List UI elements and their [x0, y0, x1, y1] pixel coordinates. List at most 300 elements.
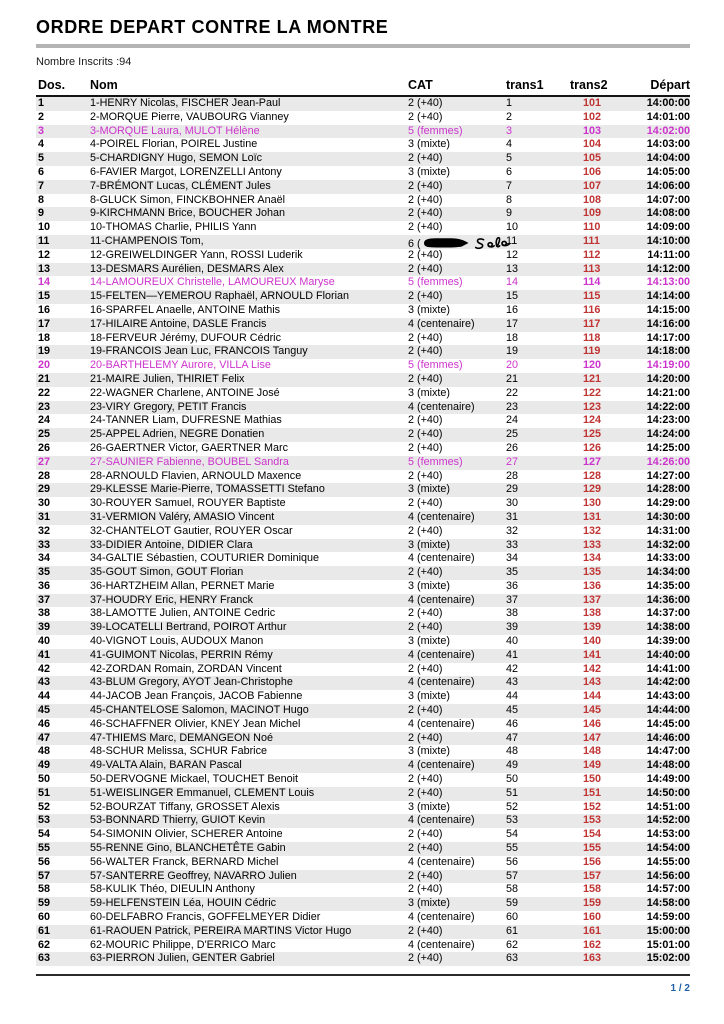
dos-cell: 44 [38, 690, 51, 703]
category-cell: 2 (+40) [408, 883, 443, 896]
name-cell: 39-LOCATELLI Bertrand, POIROT Arthur [90, 621, 287, 634]
category-cell: 5 (femmes) [408, 276, 463, 289]
category-cell: 2 (+40) [408, 924, 443, 937]
table-row [36, 152, 690, 166]
trans2-cell: 106 [583, 165, 602, 178]
trans1-cell: 37 [506, 593, 519, 606]
depart-cell: 14:15:00 [646, 303, 690, 316]
category-cell: 2 (+40) [408, 110, 443, 123]
dos-cell: 58 [38, 883, 51, 896]
category-cell: 2 (+40) [408, 179, 443, 192]
name-cell: 14-LAMOUREUX Christelle, LAMOUREUX Maryse [90, 276, 335, 289]
trans1-cell: 51 [506, 786, 519, 799]
trans2-cell: 157 [583, 869, 602, 882]
trans2-cell: 150 [583, 773, 602, 786]
trans1-cell: 5 [506, 152, 513, 165]
depart-cell: 14:32:00 [646, 538, 690, 551]
depart-cell: 14:52:00 [646, 814, 690, 827]
category-cell: 4 (centenaire) [408, 648, 475, 661]
dos-cell: 49 [38, 759, 51, 772]
trans1-cell: 41 [506, 648, 519, 661]
page-number: 1 / 2 [670, 983, 690, 995]
category-cell: 3 (mixte) [408, 483, 450, 496]
name-cell: 45-CHANTELOSE Salomon, MACINOT Hugo [90, 704, 309, 717]
category-cell: 2 (+40) [408, 566, 443, 579]
dos-cell: 17 [38, 317, 51, 330]
name-cell: 46-SCHAFFNER Olivier, KNEY Jean Michel [90, 717, 301, 730]
category-cell: 2 (+40) [408, 345, 443, 358]
trans2-cell: 137 [583, 593, 602, 606]
table-row [36, 525, 690, 539]
trans1-cell: 43 [506, 676, 519, 689]
name-cell: 3-MORQUE Laura, MULOT Hélène [90, 124, 260, 137]
name-cell: 24-TANNER Liam, DUFRESNE Mathias [90, 414, 282, 427]
dos-cell: 10 [38, 221, 51, 234]
dos-cell: 9 [38, 207, 45, 220]
dos-cell: 6 [38, 165, 45, 178]
trans2-cell: 130 [583, 497, 602, 510]
trans1-cell: 13 [506, 262, 519, 275]
dos-cell: 40 [38, 635, 51, 648]
column-header-dos: Dos. [38, 78, 66, 92]
table-row [36, 690, 690, 704]
depart-cell: 14:37:00 [646, 607, 690, 620]
table-row [36, 138, 690, 152]
dos-cell: 13 [38, 262, 51, 275]
dos-cell: 22 [38, 386, 51, 399]
trans2-cell: 148 [583, 745, 602, 758]
table-row [36, 566, 690, 580]
table-row [36, 194, 690, 208]
table-row [36, 332, 690, 346]
trans2-cell: 109 [583, 207, 602, 220]
table-row [36, 373, 690, 387]
category-cell: 3 (mixte) [408, 165, 450, 178]
category-cell: 4 (centenaire) [408, 855, 475, 868]
depart-cell: 14:55:00 [646, 855, 690, 868]
trans2-cell: 152 [583, 800, 602, 813]
category-cell: 4 (centenaire) [408, 510, 475, 523]
name-cell: 52-BOURZAT Tiffany, GROSSET Alexis [90, 800, 280, 813]
category-cell: 2 (+40) [408, 842, 443, 855]
table-row [36, 166, 690, 180]
trans2-cell: 122 [583, 386, 602, 399]
trans1-cell: 29 [506, 483, 519, 496]
dos-cell: 16 [38, 303, 51, 316]
name-cell: 62-MOURIC Philippe, D'ERRICO Marc [90, 938, 276, 951]
category-cell: 3 (mixte) [408, 897, 450, 910]
page-title: ORDRE DEPART CONTRE LA MONTRE [36, 17, 389, 37]
trans2-cell: 114 [583, 276, 601, 289]
dos-cell: 2 [38, 110, 45, 123]
trans1-cell: 31 [506, 510, 519, 523]
name-cell: 34-GALTIE Sébastien, COUTURIER Dominique [90, 552, 320, 565]
category-cell: 6 ( [408, 235, 506, 252]
trans2-cell: 147 [583, 731, 602, 744]
trans1-cell: 48 [506, 745, 519, 758]
name-cell: 17-HILAIRE Antoine, DASLE Francis [90, 317, 267, 330]
depart-cell: 14:31:00 [646, 524, 690, 537]
table-row [36, 759, 690, 773]
dos-cell: 8 [38, 193, 45, 206]
category-cell: 2 (+40) [408, 662, 443, 675]
table-row [36, 428, 690, 442]
table-row [36, 814, 690, 828]
trans2-cell: 146 [583, 717, 602, 730]
trans2-cell: 129 [583, 483, 602, 496]
dos-cell: 11 [38, 234, 50, 247]
name-cell: 16-SPARFEL Anaelle, ANTOINE Mathis [90, 303, 281, 316]
trans2-cell: 156 [583, 855, 602, 868]
trans1-cell: 53 [506, 814, 519, 827]
trans2-cell: 126 [583, 441, 602, 454]
dos-cell: 46 [38, 717, 51, 730]
name-cell: 49-VALTA Alain, BARAN Pascal [90, 759, 242, 772]
table-row [36, 745, 690, 759]
dos-cell: 43 [38, 676, 51, 689]
depart-cell: 14:43:00 [646, 690, 690, 703]
trans2-cell: 107 [583, 179, 602, 192]
depart-cell: 14:56:00 [646, 869, 690, 882]
depart-cell: 15:00:00 [646, 924, 690, 937]
name-cell: 58-KULIK Théo, DIEULIN Anthony [90, 883, 255, 896]
dos-cell: 15 [38, 290, 51, 303]
name-cell: 11-CHAMPENOIS Tom, [90, 234, 204, 247]
trans1-cell: 14 [506, 276, 519, 289]
name-cell: 6-FAVIER Margot, LORENZELLI Antony [90, 165, 282, 178]
depart-cell: 14:41:00 [646, 662, 690, 675]
trans2-cell: 115 [583, 290, 601, 303]
table-row [36, 704, 690, 718]
table-row [36, 249, 690, 263]
category-cell: 2 (+40) [408, 193, 443, 206]
depart-cell: 14:54:00 [646, 842, 690, 855]
name-cell: 25-APPEL Adrien, NEGRE Donatien [90, 428, 265, 441]
table-row [36, 773, 690, 787]
name-cell: 38-LAMOTTE Julien, ANTOINE Cedric [90, 607, 276, 620]
depart-cell: 14:51:00 [646, 800, 690, 813]
dos-cell: 33 [38, 538, 51, 551]
trans1-cell: 19 [506, 345, 519, 358]
trans1-cell: 60 [506, 911, 519, 924]
depart-cell: 14:08:00 [646, 207, 690, 220]
table-row [36, 511, 690, 525]
trans1-cell: 24 [506, 414, 519, 427]
trans1-cell: 9 [506, 207, 513, 220]
name-cell: 7-BRÉMONT Lucas, CLÉMENT Jules [90, 179, 271, 192]
name-cell: 59-HELFENSTEIN Léa, HOUIN Cédric [90, 897, 276, 910]
table-row [36, 911, 690, 925]
trans1-cell: 2 [506, 110, 513, 123]
name-cell: 48-SCHUR Melissa, SCHUR Fabrice [90, 745, 267, 758]
dos-cell: 53 [38, 814, 51, 827]
table-row [36, 897, 690, 911]
depart-cell: 14:33:00 [646, 552, 690, 565]
column-header-trans2: trans2 [570, 78, 608, 92]
depart-cell: 15:02:00 [646, 952, 690, 965]
depart-cell: 14:12:00 [646, 262, 690, 275]
trans1-cell: 58 [506, 883, 519, 896]
dos-cell: 61 [38, 924, 51, 937]
trans1-cell: 62 [506, 938, 519, 951]
dos-cell: 29 [38, 483, 51, 496]
name-cell: 32-CHANTELOT Gautier, ROUYER Oscar [90, 524, 293, 537]
name-cell: 30-ROUYER Samuel, ROUYER Baptiste [90, 497, 286, 510]
depart-cell: 14:09:00 [646, 221, 690, 234]
category-cell: 4 (centenaire) [408, 759, 475, 772]
category-cell: 2 (+40) [408, 731, 443, 744]
depart-cell: 14:14:00 [646, 290, 690, 303]
table-row [36, 387, 690, 401]
dos-cell: 18 [38, 331, 51, 344]
dos-cell: 25 [38, 428, 51, 441]
depart-cell: 14:42:00 [646, 676, 690, 689]
name-cell: 19-FRANCOIS Jean Luc, FRANCOIS Tanguy [90, 345, 308, 358]
category-cell: 2 (+40) [408, 524, 443, 537]
table-row [36, 856, 690, 870]
trans2-cell: 113 [583, 262, 601, 275]
name-cell: 20-BARTHELEMY Aurore, VILLA Lise [90, 359, 271, 372]
depart-cell: 14:27:00 [646, 469, 690, 482]
dos-cell: 45 [38, 704, 51, 717]
name-cell: 40-VIGNOT Louis, AUDOUX Manon [90, 635, 264, 648]
depart-cell: 14:00:00 [646, 97, 690, 109]
dos-cell: 31 [38, 510, 51, 523]
trans1-cell: 11 [506, 234, 518, 247]
dos-cell: 35 [38, 566, 51, 579]
dos-cell: 54 [38, 828, 51, 841]
category-cell: 2 (+40) [408, 262, 443, 275]
dos-cell: 59 [38, 897, 51, 910]
category-cell: 3 (mixte) [408, 138, 450, 151]
name-cell: 2-MORQUE Pierre, VAUBOURG Vianney [90, 110, 289, 123]
category-cell: 2 (+40) [408, 607, 443, 620]
name-cell: 41-GUIMONT Nicolas, PERRIN Rémy [90, 648, 273, 661]
category-cell: 4 (centenaire) [408, 938, 475, 951]
name-cell: 43-BLUM Gregory, AYOT Jean-Christophe [90, 676, 293, 689]
trans2-cell: 136 [583, 579, 602, 592]
depart-cell: 14:13:00 [646, 276, 690, 289]
category-cell: 2 (+40) [408, 428, 443, 441]
trans1-cell: 57 [506, 869, 519, 882]
name-cell: 4-POIREL Florian, POIREL Justine [90, 138, 258, 151]
trans1-cell: 38 [506, 607, 519, 620]
dos-cell: 60 [38, 911, 51, 924]
trans2-cell: 142 [583, 662, 602, 675]
category-cell: 3 (mixte) [408, 386, 450, 399]
depart-cell: 14:04:00 [646, 152, 690, 165]
trans1-cell: 35 [506, 566, 519, 579]
table-row [36, 345, 690, 359]
depart-cell: 14:47:00 [646, 745, 690, 758]
trans2-cell: 131 [583, 510, 602, 523]
dos-cell: 1 [38, 97, 45, 109]
trans1-cell: 59 [506, 897, 519, 910]
table-row [36, 870, 690, 884]
category-cell: 2 (+40) [408, 414, 443, 427]
depart-cell: 14:20:00 [646, 372, 690, 385]
dos-cell: 42 [38, 662, 51, 675]
dos-cell: 12 [38, 248, 51, 261]
trans1-cell: 26 [506, 441, 519, 454]
table-row [36, 787, 690, 801]
category-cell: 2 (+40) [408, 497, 443, 510]
trans2-cell: 145 [583, 704, 602, 717]
trans1-cell: 45 [506, 704, 519, 717]
category-cell: 3 (mixte) [408, 745, 450, 758]
name-cell: 51-WEISLINGER Emmanuel, CLEMENT Louis [90, 786, 315, 799]
dos-cell: 27 [38, 455, 51, 468]
trans1-cell: 61 [506, 924, 519, 937]
table-row [36, 925, 690, 939]
trans2-cell: 155 [583, 842, 602, 855]
footer-divider [36, 974, 690, 976]
category-cell: 3 (mixte) [408, 800, 450, 813]
trans2-cell: 117 [583, 317, 601, 330]
category-cell: 5 (femmes) [408, 124, 463, 137]
depart-cell: 14:38:00 [646, 621, 690, 634]
name-cell: 9-KIRCHMANN Brice, BOUCHER Johan [90, 207, 285, 220]
table-row [36, 607, 690, 621]
trans1-cell: 20 [506, 359, 519, 372]
name-cell: 1-HENRY Nicolas, FISCHER Jean-Paul [90, 97, 281, 109]
table-row [36, 552, 690, 566]
category-cell: 2 (+40) [408, 97, 443, 109]
name-cell: 61-RAOUEN Patrick, PEREIRA MARTINS Victor Hugo [90, 924, 352, 937]
trans1-cell: 52 [506, 800, 519, 813]
category-cell: 5 (femmes) [408, 455, 463, 468]
category-cell: 2 (+40) [408, 704, 443, 717]
trans1-cell: 40 [506, 635, 519, 648]
name-cell: 23-VIRY Gregory, PETIT Francis [90, 400, 247, 413]
trans1-cell: 3 [506, 124, 513, 137]
depart-cell: 14:01:00 [646, 110, 690, 123]
depart-cell: 14:49:00 [646, 773, 690, 786]
handwritten-solo [475, 236, 510, 248]
depart-cell: 14:29:00 [646, 497, 690, 510]
trans2-cell: 110 [583, 221, 601, 234]
category-cell: 2 (+40) [408, 207, 443, 220]
trans2-cell: 127 [583, 455, 602, 468]
category-cell: 2 (+40) [408, 828, 443, 841]
table-row [36, 580, 690, 594]
trans1-cell: 39 [506, 621, 519, 634]
table-row [36, 939, 690, 953]
depart-cell: 14:03:00 [646, 138, 690, 151]
trans1-cell: 33 [506, 538, 519, 551]
depart-cell: 14:16:00 [646, 317, 690, 330]
table-row [36, 883, 690, 897]
trans2-cell: 159 [583, 897, 602, 910]
category-cell: 2 (+40) [408, 441, 443, 454]
depart-cell: 14:45:00 [646, 717, 690, 730]
trans1-cell: 16 [506, 303, 519, 316]
category-cell: 2 (+40) [408, 786, 443, 799]
column-header-cat: CAT [408, 78, 433, 92]
table-row [36, 828, 690, 842]
table-row [36, 497, 690, 511]
category-cell: 2 (+40) [408, 221, 443, 234]
trans1-cell: 34 [506, 552, 519, 565]
name-cell: 15-FELTEN—YEMEROU Raphaël, ARNOULD Florian [90, 290, 350, 303]
trans1-cell: 27 [506, 455, 519, 468]
category-cell: 4 (centenaire) [408, 717, 475, 730]
dos-cell: 50 [38, 773, 51, 786]
table-row [36, 952, 690, 966]
depart-cell: 14:46:00 [646, 731, 690, 744]
dos-cell: 39 [38, 621, 51, 634]
category-cell: 3 (mixte) [408, 303, 450, 316]
trans1-cell: 30 [506, 497, 519, 510]
title-divider [36, 44, 690, 48]
trans2-cell: 103 [583, 124, 602, 137]
trans1-cell: 12 [506, 248, 519, 261]
trans2-cell: 143 [583, 676, 602, 689]
name-cell: 42-ZORDAN Romain, ZORDAN Vincent [90, 662, 282, 675]
depart-cell: 14:19:00 [646, 359, 690, 372]
trans2-cell: 161 [583, 924, 602, 937]
table-row [36, 801, 690, 815]
category-cell: 4 (centenaire) [408, 317, 475, 330]
depart-cell: 14:30:00 [646, 510, 690, 523]
category-cell: 4 (centenaire) [408, 676, 475, 689]
trans2-cell: 123 [583, 400, 602, 413]
depart-cell: 14:21:00 [646, 386, 690, 399]
category-cell: 2 (+40) [408, 152, 443, 165]
table-body [36, 97, 690, 966]
name-cell: 10-THOMAS Charlie, PHILIS Yann [90, 221, 257, 234]
document-page [36, 0, 690, 995]
name-cell: 21-MAIRE Julien, THIRIET Felix [90, 372, 245, 385]
trans2-cell: 118 [583, 331, 601, 344]
trans1-cell: 7 [506, 179, 513, 192]
trans2-cell: 141 [583, 648, 602, 661]
category-cell: 3 (mixte) [408, 579, 450, 592]
trans2-cell: 135 [583, 566, 602, 579]
table-row [36, 221, 690, 235]
table-row [36, 359, 690, 373]
trans2-cell: 125 [583, 428, 602, 441]
category-cell: 4 (centenaire) [408, 552, 475, 565]
trans2-cell: 101 [583, 97, 602, 109]
table-row [36, 97, 690, 111]
depart-cell: 14:35:00 [646, 579, 690, 592]
dos-cell: 62 [38, 938, 51, 951]
trans1-cell: 49 [506, 759, 519, 772]
category-cell: 4 (centenaire) [408, 593, 475, 606]
trans2-cell: 119 [583, 345, 601, 358]
table-row [36, 290, 690, 304]
category-cell: 4 (centenaire) [408, 814, 475, 827]
name-cell: 13-DESMARS Aurélien, DESMARS Alex [90, 262, 284, 275]
table-row [36, 456, 690, 470]
dos-cell: 32 [38, 524, 51, 537]
category-cell: 3 (mixte) [408, 690, 450, 703]
table-row [36, 442, 690, 456]
trans2-cell: 160 [583, 911, 602, 924]
trans2-cell: 140 [583, 635, 602, 648]
name-cell: 57-SANTERRE Geoffrey, NAVARRO Julien [90, 869, 297, 882]
dos-cell: 5 [38, 152, 45, 165]
trans1-cell: 56 [506, 855, 519, 868]
dos-cell: 3 [38, 124, 45, 137]
trans2-cell: 124 [583, 414, 602, 427]
dos-cell: 63 [38, 952, 51, 965]
trans1-cell: 6 [506, 165, 513, 178]
name-cell: 12-GREIWELDINGER Yann, ROSSI Luderik [90, 248, 303, 261]
trans2-cell: 111 [583, 234, 600, 247]
category-cell: 2 (+40) [408, 290, 443, 303]
